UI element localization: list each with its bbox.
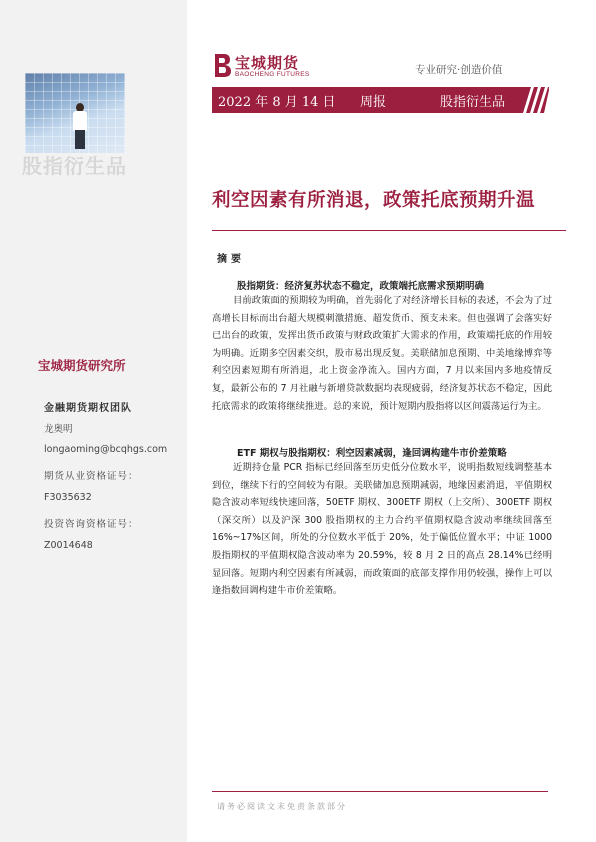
report-category: 股指衍生品 [440, 95, 506, 110]
advisory-number: Z0014648 [44, 540, 93, 551]
section-body-options: 近期持仓量 PCR 指标已经回落至历史低分位数水平，说明指数短线调整基本到位，继续下行的空间较为有限。美联储加息预期减弱，地缘因素消退，平值期权隐含波动率短线快速回落，50ETF 期权、300ETF 期权（上交所）、300ETF 期权（深交所）以及沪深 300 股指期权的主力合约平值期权隐含波动率继续回落至 16%~17%区间，所处的分位数水平低于 20%，处于偏低位置水平；中证 1000 股指期权的平值期权隐含波动率为 20.59%，较 8 月 2 日的高点 28.14%已经明显回落。短期内利空因素有所减弱，而政策面的底部支撑作用仍较强，操作上可以逢指数回调构建牛市价差策略。 [212, 462, 552, 597]
logo-mark-icon [212, 52, 232, 78]
report-date: 2022 年 8 月 14 日 [218, 95, 336, 110]
analyst-name: 龙奥明 [44, 424, 73, 435]
footer-disclaimer: 请务必阅读文末免责条款部分 [217, 802, 347, 811]
sidebar-watermark: 股指衍生品 [22, 154, 127, 178]
section-body-index-futures: 目前政策面的预期较为明确，首先弱化了对经济增长目标的表述，不会为了过高增长目标而出台超大规模刺激措施、超发货币、预支未来。但也强调了会落实好已出台的政策，发挥出货币政策与财政政策扩大需求的作用，政策端托底的作用较为明确。近期多空因素交织，股市易出现反复。美联储加息预期、中美地缘博弈等利空因素短期有所消退，北上资金净流入。国内方面，7 月以来国内多地疫情反复，最新公布的 7 月社融与新增贷款数据均表现疲弱，经济复苏状态不稳定，因此托底需求的政策将继续推进。总的来说，预计短期内股指将以区间震荡运行为主。 [212, 295, 552, 412]
analyst-email[interactable]: longaoming@bcqhgs.com [44, 444, 168, 455]
company-logo [212, 52, 332, 80]
abstract-label: 摘要 [217, 254, 245, 265]
title-divider [212, 230, 566, 231]
logo-english-text: BAOCHENG FUTURES [235, 71, 310, 78]
cover-image [25, 73, 125, 153]
banner-stripes-decoration [523, 87, 549, 113]
slogan: 专业研究·创造价值 [415, 64, 503, 76]
section-heading-options: ETF 期权与股指期权：利空因素减弱，逢回调构建牛市价差策略 [237, 448, 507, 459]
businessman-figure [73, 103, 87, 149]
report-title: 利空因素有所消退，政策托底预期升温 [212, 190, 536, 211]
license-number: F3035632 [44, 492, 92, 503]
license-label: 期货从业资格证号： [44, 471, 139, 482]
team-name: 金融期货期权团队 [44, 403, 132, 414]
sidebar [0, 0, 187, 842]
advisory-label: 投资咨询资格证号： [44, 519, 139, 530]
research-institute-name: 宝城期货研究所 [38, 358, 126, 373]
footer-divider [212, 791, 548, 792]
logo-chinese-text: 宝城期货 [235, 54, 300, 72]
section-heading-index-futures: 股指期货：经济复苏状态不稳定，政策端托底需求预期明确 [237, 281, 485, 292]
report-type: 周报 [360, 95, 387, 110]
